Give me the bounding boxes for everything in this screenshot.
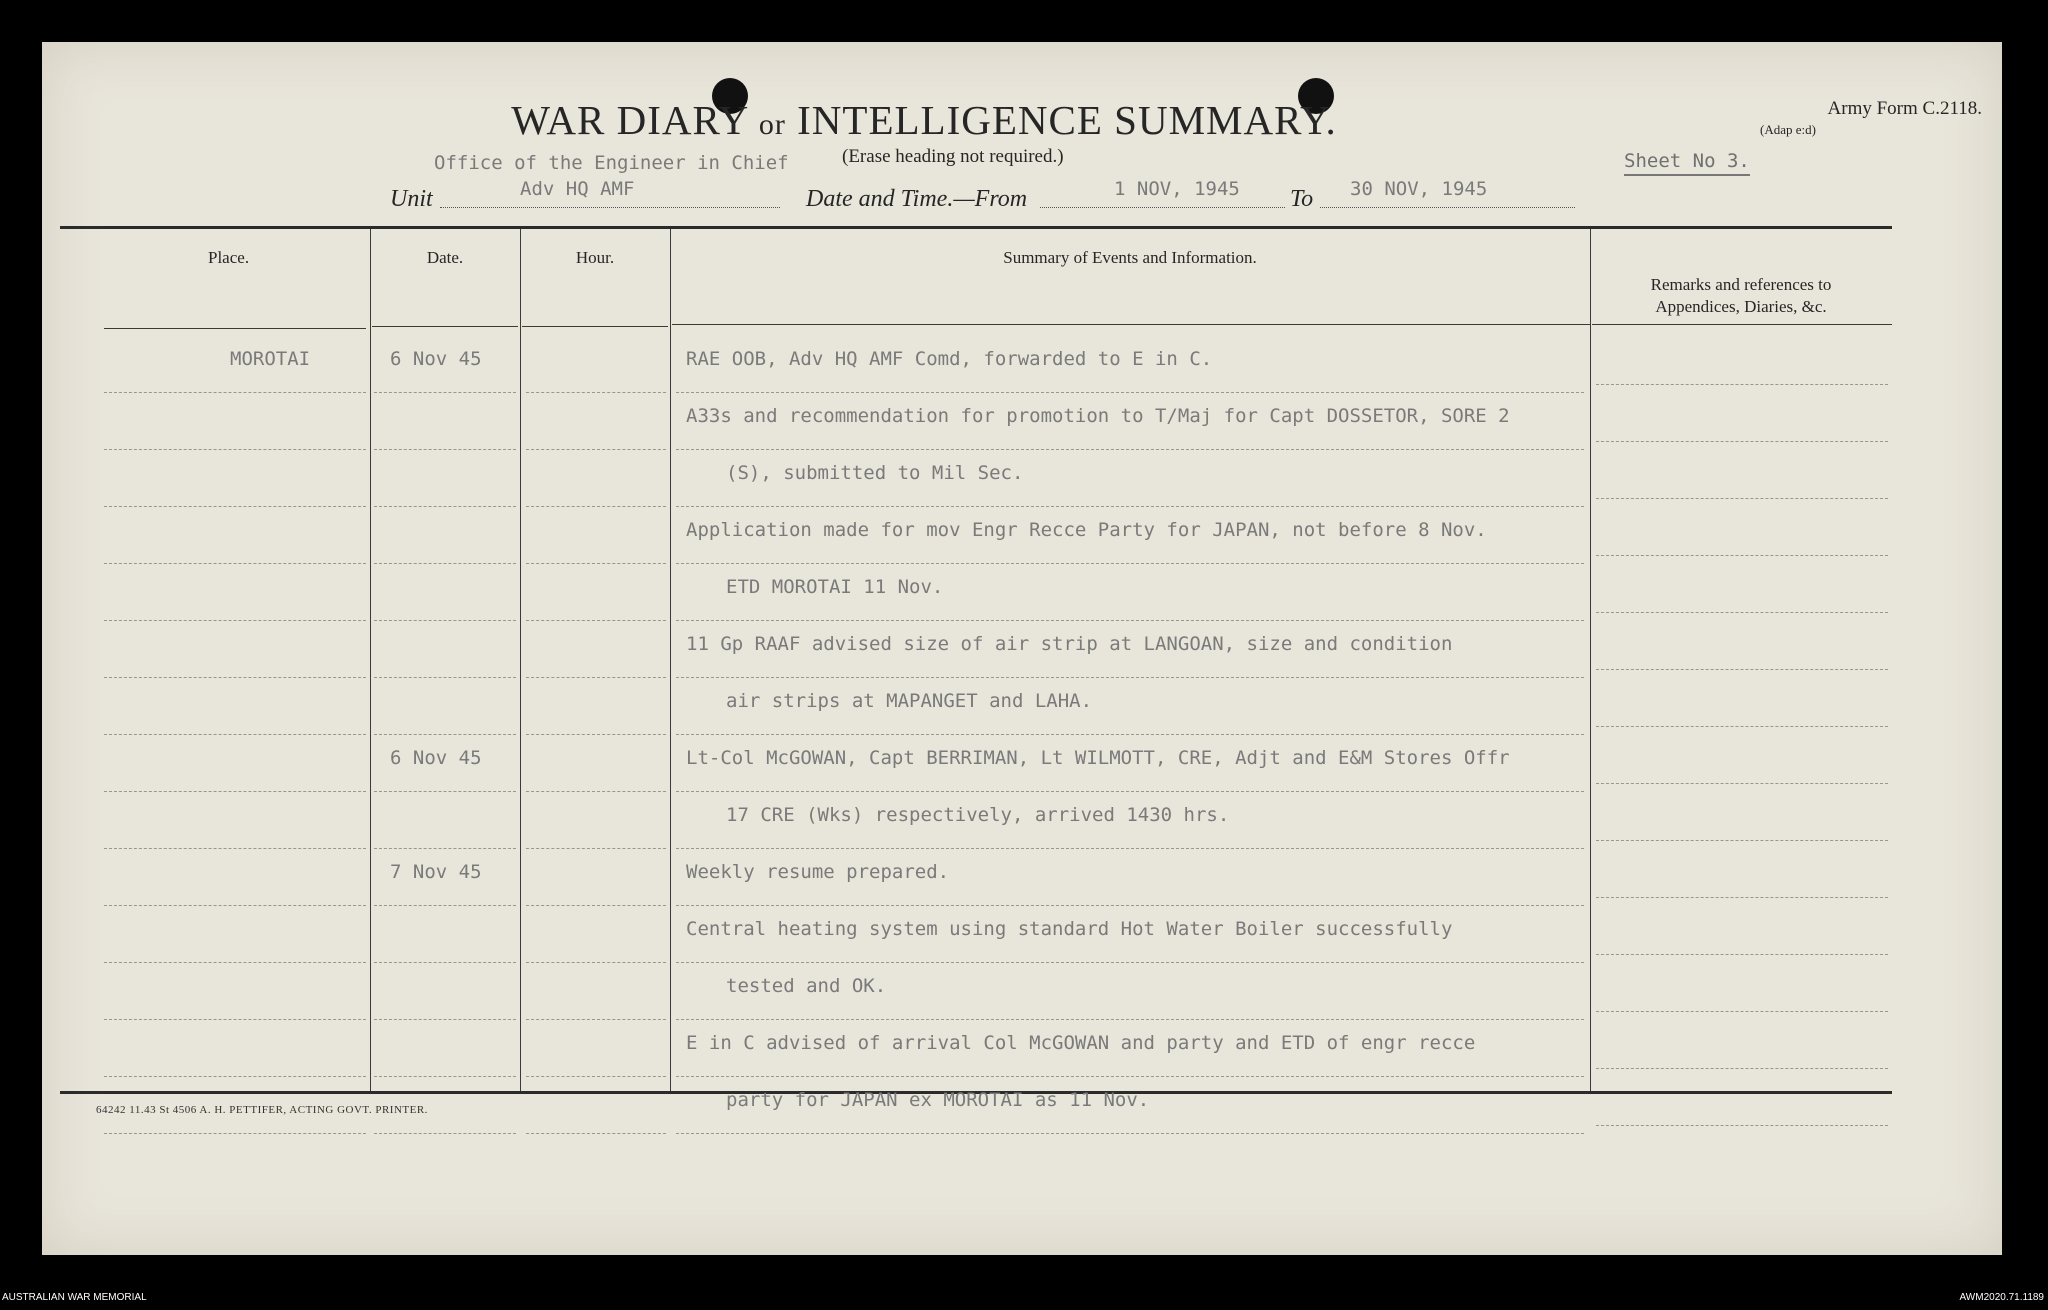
form-title: WAR DIARY or INTELLIGENCE SUMMARY. <box>511 97 1337 143</box>
row-rule <box>526 905 666 906</box>
sheet-number: Sheet No 3. <box>1624 150 1750 176</box>
header-rule <box>522 326 668 327</box>
row-rule <box>104 392 366 393</box>
row-rule <box>104 677 366 678</box>
row-rule <box>374 620 516 621</box>
entry-text: 17 CRE (Wks) respectively, arrived 1430 hrs. <box>726 804 1230 826</box>
table-top-rule <box>60 226 1892 229</box>
row-rule <box>374 734 516 735</box>
row-rule <box>104 905 366 906</box>
archive-caption: AUSTRALIAN WAR MEMORIAL <box>2 1292 147 1303</box>
row-rule <box>1596 840 1888 841</box>
row-rule <box>374 392 516 393</box>
unit-value: Adv HQ AMF <box>520 178 635 200</box>
row-rule <box>1596 1125 1888 1126</box>
entry-text: ETD MOROTAI 11 Nov. <box>726 576 944 598</box>
row-rule <box>526 734 666 735</box>
entry-text: Lt-Col McGOWAN, Capt BERRIMAN, Lt WILMOTT, CRE, Adjt and E&M Stores Offr <box>686 747 1510 769</box>
row-rule <box>104 620 366 621</box>
row-rule <box>526 506 666 507</box>
column-divider <box>1590 229 1591 1091</box>
row-rule <box>526 677 666 678</box>
column-header-remarks: Remarks and references to Appendices, Diaries, &c. <box>1650 275 1832 316</box>
row-rule <box>1596 498 1888 499</box>
header-rule <box>672 324 1590 325</box>
entry-date: 6 Nov 45 <box>390 348 482 370</box>
entry-text: Weekly resume prepared. <box>686 861 950 883</box>
row-rule <box>676 1133 1584 1134</box>
row-rule <box>104 962 366 963</box>
row-rule <box>374 791 516 792</box>
row-rule <box>676 563 1584 564</box>
row-rule <box>374 1076 516 1077</box>
row-rule <box>1596 1011 1888 1012</box>
entry-text: Application made for mov Engr Recce Party for JAPAN, not before 8 Nov. <box>686 519 1487 541</box>
entry-text: A33s and recommendation for promotion to T/Maj for Capt DOSSETOR, SORE 2 <box>686 405 1510 427</box>
row-rule <box>1596 669 1888 670</box>
column-header-place: Place. <box>208 248 250 267</box>
row-rule <box>526 1076 666 1077</box>
row-rule <box>104 1076 366 1077</box>
row-rule <box>104 449 366 450</box>
row-rule <box>374 848 516 849</box>
column-header-summary: Summary of Events and Information. <box>1003 248 1257 267</box>
column-divider <box>520 229 521 1091</box>
row-rule <box>676 734 1584 735</box>
column-header-hour: Hour. <box>575 248 615 267</box>
row-rule <box>676 848 1584 849</box>
to-date-value: 30 NOV, 1945 <box>1350 178 1488 200</box>
from-date-value: 1 NOV, 1945 <box>1114 178 1240 200</box>
row-rule <box>1596 726 1888 727</box>
row-rule <box>1596 783 1888 784</box>
office-name: Office of the Engineer in Chief <box>434 152 789 174</box>
column-divider <box>370 229 371 1091</box>
entry-text: tested and OK. <box>726 975 887 997</box>
row-rule <box>374 677 516 678</box>
entry-place: MOROTAI <box>230 348 311 370</box>
printer-imprint: 64242 11.43 St 4506 A. H. PETTIFER, ACTING GOVT. PRINTER. <box>96 1104 428 1116</box>
row-rule <box>104 506 366 507</box>
row-rule <box>374 506 516 507</box>
row-rule <box>1596 612 1888 613</box>
row-rule <box>526 791 666 792</box>
row-rule <box>526 563 666 564</box>
row-rule <box>104 848 366 849</box>
entry-text: RAE OOB, Adv HQ AMF Comd, forwarded to E in C. <box>686 348 1213 370</box>
header-rule <box>104 328 366 329</box>
row-rule <box>676 620 1584 621</box>
row-rule <box>1596 555 1888 556</box>
row-rule <box>676 392 1584 393</box>
row-rule <box>104 563 366 564</box>
row-rule <box>526 1019 666 1020</box>
entry-text: E in C advised of arrival Col McGOWAN and party and ETD of engr recce <box>686 1032 1476 1054</box>
row-rule <box>526 449 666 450</box>
army-form-adapted: (Adap e:d) <box>1760 122 1816 137</box>
army-form-number: Army Form C.2118. <box>1827 98 1982 119</box>
entry-text: air strips at MAPANGET and LAHA. <box>726 690 1093 712</box>
header-rule <box>372 326 518 327</box>
header-rule <box>1592 324 1892 325</box>
entry-date: 6 Nov 45 <box>390 747 482 769</box>
row-rule <box>104 791 366 792</box>
row-rule <box>676 1019 1584 1020</box>
row-rule <box>676 677 1584 678</box>
entry-text: party for JAPAN ex MOROTAI as 11 Nov. <box>726 1089 1150 1111</box>
row-rule <box>1596 441 1888 442</box>
to-label: To <box>1290 186 1314 212</box>
date-time-label: Date and Time.—From <box>806 186 1028 212</box>
row-rule <box>676 791 1584 792</box>
entry-text: 11 Gp RAAF advised size of air strip at LANGOAN, size and condition <box>686 633 1453 655</box>
row-rule <box>374 1019 516 1020</box>
row-rule <box>104 1133 366 1134</box>
row-rule <box>1596 1068 1888 1069</box>
row-rule <box>526 1133 666 1134</box>
row-rule <box>104 1019 366 1020</box>
row-rule <box>676 1076 1584 1077</box>
row-rule <box>676 962 1584 963</box>
entry-text: (S), submitted to Mil Sec. <box>726 462 1024 484</box>
row-rule <box>374 1133 516 1134</box>
row-rule <box>526 392 666 393</box>
row-rule <box>374 962 516 963</box>
unit-dotted-line <box>440 207 780 208</box>
column-divider <box>670 229 671 1091</box>
row-rule <box>374 905 516 906</box>
unit-label: Unit <box>390 186 433 212</box>
entry-date: 7 Nov 45 <box>390 861 482 883</box>
row-rule <box>676 506 1584 507</box>
column-header-date: Date. <box>426 248 464 267</box>
row-rule <box>526 620 666 621</box>
archive-reference: AWM2020.71.1189 <box>1959 1292 2044 1303</box>
row-rule <box>374 449 516 450</box>
row-rule <box>676 449 1584 450</box>
form-subtitle: (Erase heading not required.) <box>842 146 1064 167</box>
from-dotted-line <box>1040 207 1285 208</box>
row-rule <box>526 848 666 849</box>
entry-text: Central heating system using standard Hot Water Boiler successfully <box>686 918 1453 940</box>
row-rule <box>1596 897 1888 898</box>
row-rule <box>374 563 516 564</box>
row-rule <box>104 734 366 735</box>
row-rule <box>526 962 666 963</box>
to-dotted-line <box>1320 207 1575 208</box>
row-rule <box>1596 954 1888 955</box>
row-rule <box>676 905 1584 906</box>
row-rule <box>1596 384 1888 385</box>
